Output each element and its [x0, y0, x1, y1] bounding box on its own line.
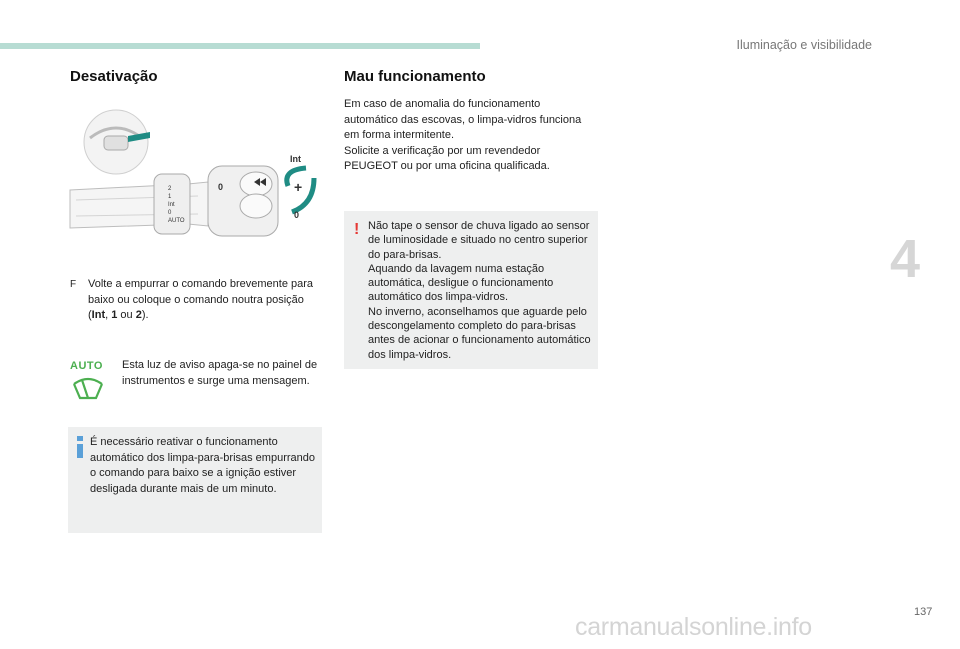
info-text: É necessário reativar o funcionamento automático dos limpa-para-brisas empurrando o comando para baixo se a ignição estiver desligada durante mais de um minuto. [90, 436, 315, 495]
warning-text [368, 219, 594, 362]
auto-label: AUTO [70, 360, 103, 372]
warning-box [344, 211, 598, 369]
lever-mark-2: 2 [168, 186, 172, 192]
warning-paragraph-3: No inverno, aconselhamos que aguarde pelo descongelamento completo do para-brisas antes de acionar o funcionamento automático dos limpa-vidros. [368, 305, 591, 361]
bullet-mark: F [70, 279, 77, 290]
chapter-number: 4 [890, 229, 921, 289]
svg-text:0: 0 [218, 182, 224, 192]
lever-mark-int: Int [168, 202, 175, 208]
steering-wheel-icon [84, 110, 150, 174]
malfunction-paragraph-1: Em caso de anomalia do funcionamento automático das escovas, o limpa-vidros funciona em forma intermitente. [344, 98, 582, 141]
section-title: Iluminação e visibilidade [736, 38, 872, 52]
auto-wiper-icon [70, 372, 106, 402]
bullet-instruction [70, 277, 322, 324]
bullet-text: Volte a empurrar o comando brevemente para baixo ou coloque o comando noutra posição (Int, 1 ou 2). [88, 278, 314, 321]
warning-paragraph-2: Aquando da lavagem numa estação automática, desligue o funcionamento automático dos limpa-vidros. [368, 262, 554, 304]
info-icon [77, 436, 83, 458]
auto-text: Esta luz de aviso apaga-se no painel de instrumentos e surge uma mensagem. [122, 359, 318, 387]
malfunction-paragraph-2: Solicite a verificação por um revendedor PEUGEOT ou por uma oficina qualificada. [344, 144, 550, 172]
lever-mark-auto: AUTO [168, 218, 185, 224]
wiper-stalk-illustration [68, 108, 322, 240]
warning-icon: ! [354, 221, 360, 238]
watermark-text: carmanualsonline.info [575, 613, 812, 641]
malfunction-heading: Mau funcionamento [344, 68, 486, 85]
svg-text:+: + [294, 179, 303, 195]
malfunction-text [344, 97, 584, 175]
deactivation-heading: Desativação [70, 68, 158, 85]
header-accent-bar [0, 43, 480, 49]
label-0: 0 [294, 210, 300, 220]
label-int: Int [290, 154, 301, 164]
lever-mark-1: 1 [168, 194, 172, 200]
page-number: 137 [914, 606, 933, 618]
lever-mark-0: 0 [168, 210, 172, 216]
warning-paragraph-1: Não tape o sensor de chuva ligado ao sensor de luminosidade e situado no centro superior do para-brisas. [368, 220, 590, 261]
info-box [68, 427, 322, 533]
